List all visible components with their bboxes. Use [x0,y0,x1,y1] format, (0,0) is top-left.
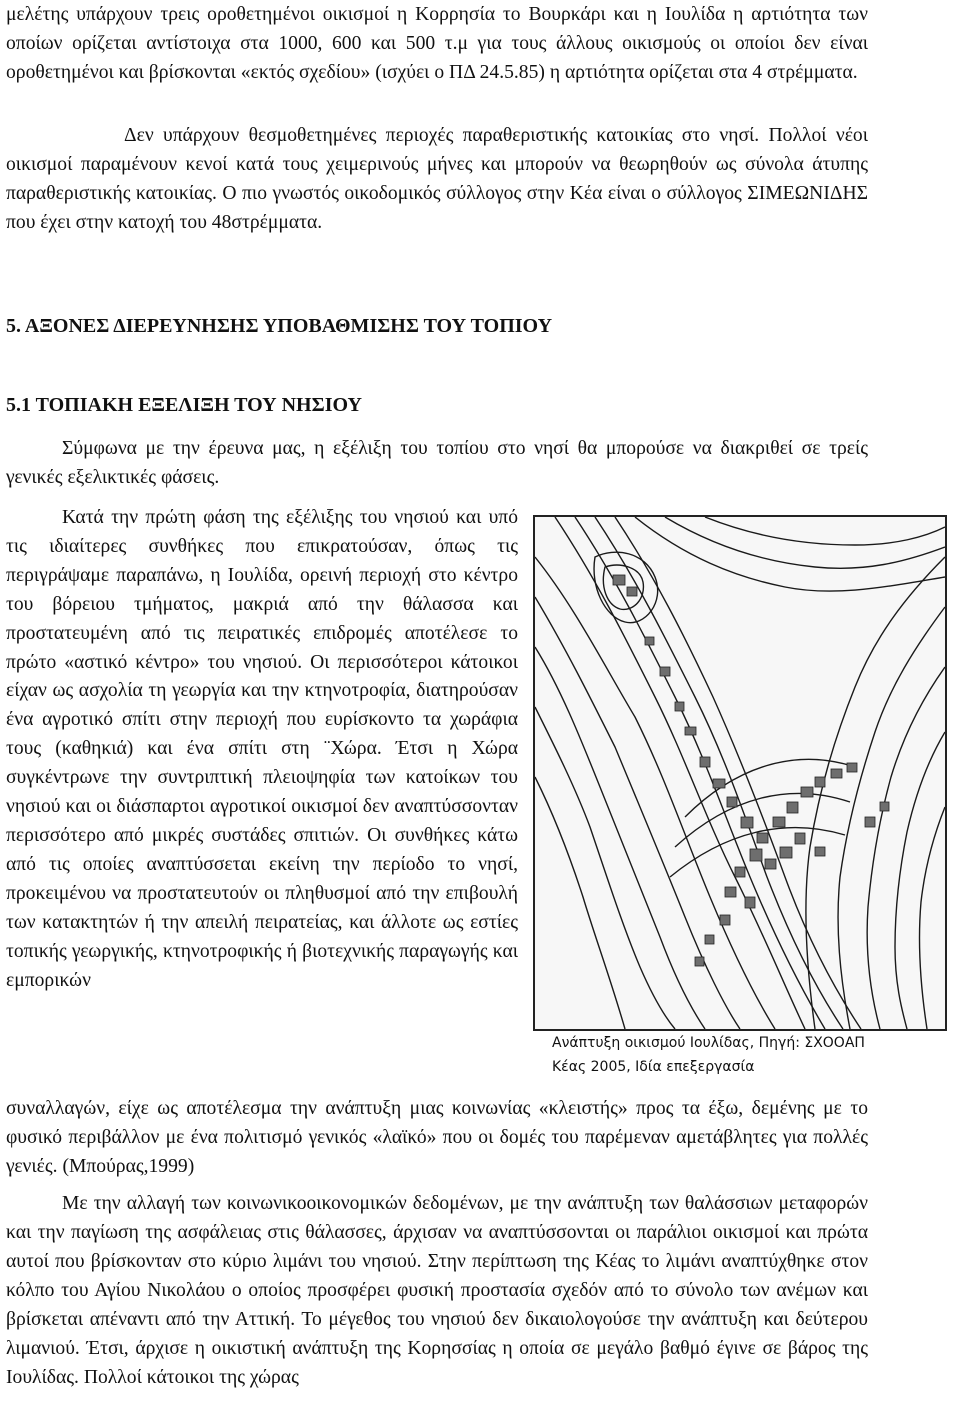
paragraph-holiday-housing: Δεν υπάρχουν θεσμοθετημένες περιοχές παραθεριστικής κατοικίας στο νησί. Πολλοί νέοι οικισμοί παραμένουν κενοί κατά τους χειμερινούς μήνες και μπορούν να θεωρηθούν ως σύνολα άτυπης παραθεριστικής κατοικίας. Ο πιο γνωστός οικοδομικός σύλλογος στην Κέα είναι ο σύλλογος ΣΙΜΕΩΝΙΔΗΣ που έχει στην κατοχή του 48στρέμματα. [6,125,868,233]
caption-line-1: Ανάπτυξη οικισμού Ιουλίδας, Πηγή: ΣΧΟΟΑΠ [552,1035,865,1051]
paragraph-coastal-development: Με την αλλαγή των κοινωνικοοικονομικών δεδομένων, με την ανάπτυξη των θαλάσσιων μεταφορών και την παγίωση της ασφάλειας στις θάλασσες, άρχισαν να αναπτύσσονται οι παράλιοι οικισμοί και πρώτα αυτοί που βρίσκονταν στο κύριο λιμάνι του νησιού. Στην περίπτωση της Κέας το λιμάνι αναπτύχθηκε στον κόλπο του Αγίου Νικολάου ο οποίος προσφέρει φυσική προστασία σχεδόν από το σύνολο των ανέμων και βρίσκεται απέναντι από την Αττική. Το μέγεθος του νησιού δεν δικαιολογούσε την ανάπτυξη και δεύτερου λιμανιού. Έτσι, άρχισε η οικιστική ανάπτυξη της Κορησσίας η οποία σε μεγάλο βαθμό έγινε σε βάρος της Ιουλίδας. Πολλοί κάτοικοι της χώρας [6,1193,868,1388]
paragraph-first-phase: Κατά την πρώτη φάση της εξέλιξης του νησιού και υπό τις ιδιαίτερες συνθήκες που επικρατούσαν, όπως τις περιγράψαμε παραπάνω, η Ιουλίδα, ορεινή περιοχή στο κέντρο του βόρειου τμήματος, μακριά από την θάλασσα και προστατευμένη από τις πειρατικές επιδρομές αποτέλεσε το πρώτο «αστικό κέντρο» του νησιού. Οι περισσότεροι κάτοικοι είχαν ως ασχολία τη γεωργία και την κτηνοτροφία, διατηρούσαν ένα αγροτικό σπίτι στην περιοχή που ευρίσκοντο τα χωράφια τους (καθηκιά) και ένα σπίτι στη ¨Χώρα. Έτσι η Χώρα συγκέντρωνε την συντριπτική πλειοψηφία των κατοίκων του νησιού και οι διάσπαρτοι αγροτικοί οικισμοί δεν αναπτύσσονταν περισσότερο από μικρές συστάδες σπιτιών. Οι συνθήκες κάτω από τις οποίες αναπτύσσεται εκείνη την περίοδο το νησί, προκειμένου να προστατευτούν οι πληθυσμοί από την επιβουλή των κατακτητών ή την απειλή πειρατείας, και άλλοτε ως εστίες τοπικής γεωργικής, κτηνοτροφικής ή βιοτεχνικής παραγωγής και εμπορικών [6,507,518,991]
figure-caption [552,1031,952,1079]
section-heading-5: 5. ΑΞΟΝΕΣ ΔΙΕΡΕΥΝΗΣΗΣ ΥΠΟΒΑΘΜΙΣΗΣ ΤΟΥ ΤΟΠΙΟΥ [6,315,553,337]
section-heading-5-1: 5.1 ΤΟΠΙΑΚΗ ΕΞΕΛΙΞΗ ΤΟΥ ΝΗΣΙΟΥ [6,394,362,416]
contour-map-drawing [535,517,945,1029]
paragraph-first-phase-continued: συναλλαγών, είχε ως αποτέλεσμα την ανάπτυξη μιας κοινωνίας «κλειστής» προς τα έξω, δεμένης με το φυσικό περιβάλλον με ένα πολιτισμό γενικός «λαϊκό» που οι δομές του παρέμεναν αμετάβλητες για πολλές γενιές. (Μπούρας,1999) [6,1098,868,1177]
paragraph-three-phases: Σύμφωνα με την έρευνα μας, η εξέλιξη του τοπίου στο νησί θα μπορούσε να διακριθεί σε τρείς γενικές εξελικτικές φάσεις. [6,438,868,488]
caption-line-2: Κέας 2005, Ιδία επεξεργασία [552,1059,755,1075]
paragraph-settlements: μελέτης υπάρχουν τρεις οροθετημένοι οικισμοί η Κορρησία το Βουρκάρι και η Ιουλίδα η αρτιότητα των οποίων ορίζεται αντίστοιχα στα 1000, 600 και 500 τ.μ για τους άλλους οικισμούς οι οποίοι δεν είναι οροθετημένοι και βρίσκονται «εκτός σχεδίου» (ισχύει ο ΠΔ 24.5.85) η αρτιότητα ορίζεται στα 4 στρέμματα. [6,4,868,83]
settlement-map-figure [533,515,947,1031]
